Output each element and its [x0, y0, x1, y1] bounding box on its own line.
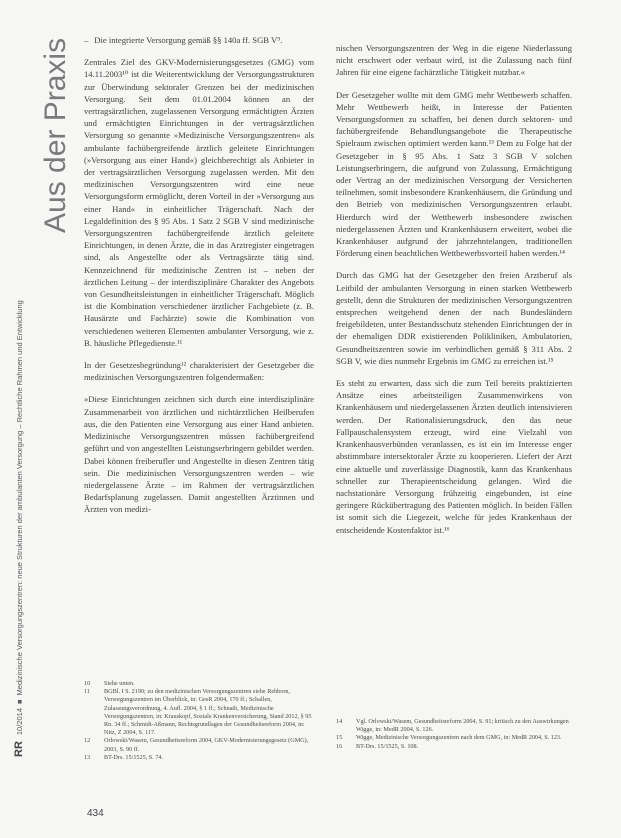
footnote-number: 15 — [336, 734, 343, 742]
paragraph: nischen Versorgungszentren der Weg in die eigene Niederlassung nicht erschwert oder verbaut wird, ist die Zulassung nach fünf Jahren für eine eigene fachärztliche Tätigkeit nutzbar.« — [336, 43, 572, 78]
sidebar — [6, 0, 72, 838]
footnotes-left — [84, 680, 314, 762]
footnote — [336, 734, 572, 742]
quote-paragraph: »Diese Einrichtungen zeichnen sich durch eine interdisziplinäre Zusammenarbeit von ärztlichen und nichtärztlichen Heilberufen aus, die den Patienten eine Versorgung aus einer Hand anbieten. Medizinische Versorgungszentren müssen fachübergreifend geführt und von angestellten Leistungserbringern gebildet werden. Dabei können freiberufler und Angestellte in diesen Zentren tätig sein. Die medizinischen Versorgungszentren werden – wie niedergelassene Ärzte – im Rahmen der vertragsärztlichen Bedarfsplanung zugelassen. Damit angestellten Ärztinnen und Ärzten von medizi- — [84, 394, 314, 515]
separator: ■ — [15, 699, 24, 704]
paragraph: In der Gesetzesbegründung¹² charakterisiert der Gesetzgeber die medizinischen Versorgungszentren folgendermaßen: — [84, 360, 314, 383]
footnotes-right — [336, 718, 572, 751]
paragraph: Es steht zu erwarten, dass sich die zum Teil bereits praktizierten Ansätze eines arbeitsteiligen Zusammenwirkens von Krankenhäusern und niedergelassenen Ärzten deutlich intensivieren werden. Der Rationalisierungsdruck, den das neue Fallpauschalensystem erzeugt, wird eine Vielzahl von Krankenhausverbünden veranlassen, es ist ein im Interesse enger abstimmbare intersektoraler Ärzte zu kooperieren. Liefert der Arzt eine aktuelle und zuverlässige Diagnostik, kann das Krankenhaus schneller zur Therapieentscheidung gelangen. Wird die nachstationäre Versorgung frühzeitig eingebunden, ist eine geringere Rückübertragung des Patienten möglich. In beiden Fällen ist somit sich die Liegezeit, welche für jedes Krankenhaus der entscheidende Kostenfaktor ist.¹⁶ — [336, 378, 572, 535]
footnote-number: 10 — [84, 680, 91, 687]
paragraph: Zentrales Ziel des GKV-Modernisierungsgesetzes (GMG) vom 14.11.2003¹⁰ ist die Weiterentwicklung der Versorgungsstrukturen zur Überwindung sektoraler Grenzen bei der medizinischen Versorgung. Seit dem 01.01.2004 können an der vertragsärztlichen, zugelassenen Versorgung ermächtigten Ärzten und ermächtigten Einrichtungen in der vertragsärztlichen Versorgung so genannte »Medizinische Versorgungszentren« als ambulante fachübergreifende ärztlich geleitete Einrichtungen (»Versorgung aus einer Hand«) gleichberechtigt als Anbieter in der vertragsärztlichen Versorgung zugelassen werden. Mit den medizinischen Versorgungszentren wird eine neue Versorgungsform ermöglicht, deren Vorteil in der »Versorgung aus einer Hand« in einheitlicher Trägerschaft. Nach der Legaldefinition des § 95 Abs. 1 Satz 2 SGB V sind medizinische Versorgungszentren fachübergreifende ärztlich geleitete Einrichtungen, in denen Ärzte, die in das Arztregister eingetragen sind, als Angestellte oder als Vertragsärzte tätig sind. Kennzeichnend für medizinische Zentren ist – neben der ärztlichen Leitung – der interdisziplinäre Charakter des Angebots von Gesundheitsleistungen in einheitlicher Trägerschaft. Möglich ist die Kombination verschiedener ärztlicher Fachgebiete (z. B. Hausärzte und Fachärzte) sowie die Kombination von verschiedenen weiteren Elementen ambulanter Versorgung, wie z. B. häusliche Pflegedienste.¹¹ — [84, 57, 314, 348]
paragraph: Der Gesetzgeber wollte mit dem GMG mehr Wettbewerb schaffen. Mehr Wettbewerb heißt, in Interesse der Patienten Versorgungsformen zu schaffen, bei denen durch sektoren- und fachübergreifende Behandlungsangebote die Therapeutische Spielraum zwischen optimiert werden kann.¹³ Dem zu Folge hat der Gesetzgeber in § 95 Abs. 1 Satz 3 SGB V solchen Leistungserbringern, die aufgrund von Zulassung, Ermächtigung oder Vertrag an der medizinischen Versorgung der Versicherten teilnehmen, somit insbesondere Krankenhäusern, die Gründung und den Betrieb von medizinischen Versorgungszentren erlaubt. Hierdurch wird der Wettbewerb insbesondere zwischen niedergelassenen Ärzten und Krankenhäusern erweitert, wobei die Krankenhäuser aufgrund der jahrzehntelangen, traditionellen Förderung einen beachtlichen Wettbewerbsvorteil haben werden.¹⁴ — [336, 89, 572, 259]
list-item — [84, 34, 314, 46]
footnote-text: Orlowski/Wasem, Gesundheitsreform 2004, GKV-Modernisierungsgesetz (GMG), 2003, S. 90 ff. — [104, 737, 309, 753]
footnote-text: BT-Drs. 15/1525, S. 108. — [356, 742, 419, 750]
footnote — [84, 737, 314, 753]
footnote-text: Siehe unten. — [104, 680, 135, 687]
footnote-text: Vgl. Orlowski/Wasem, Gesundheitsreform 2004, S. 91; kritisch zu den Auswirkungen Wigge, in: MedR 2004, S. 126. — [356, 718, 569, 734]
footnote-text: BGBl. I S. 2190; zu den medizinischen Versorgungszentren siehe Rehborn, Versorgungszentren im Überblick, in: GesR 2004, 170 ff.; Schallen, Zulassungsverordnung, 4. Aufl. 2004, § 1 ff.; Schnath, Medizinische Versorgungszentren, in: Krauskopf, Soziale Krankenversicherung, Stand 2012, § 95 Rn. 34 ff.; Schmidt-Aßmann, Rechtsgrundlagen der Gesundheitsreform 2004, in: Nitz, Z 2004, S. 117. — [104, 688, 312, 737]
footnote-text: BT-Drs. 15/1525, S. 74. — [104, 753, 164, 761]
left-column — [84, 34, 314, 526]
issue: 10/2014 — [15, 707, 24, 736]
footnote-number: 13 — [84, 753, 91, 761]
section-title: Aus der Praxis — [39, 37, 72, 233]
paragraph: Durch das GMG hat der Gesetzgeber den freien Arztberuf als Leitbild der ambulanten Versorgung in einen starken Wettbewerb gestellt, denn die Strukturen der medizinischen Versorgungszentren entsprechen weitgehend denen der nach Bundesländern freigebildeten, unter Bestandsschutz stehenden Einrichtungen der in der ehemaligen DDR existierenden Polikliniken, Ambulatorien, Gesundheitszentren sowie im verbindlichen gemäß § 311 Abs. 2 SGB V, wie dies nunmehr Ergebnis im GMG zu erreichen ist.¹⁵ — [336, 270, 572, 366]
footnote — [336, 718, 572, 734]
footnote-number: 14 — [336, 718, 343, 725]
running-head-text: Medizinische Versorgungszentren: neue Strukturen der ambulanten Versorgung – Rechtliche Rahmen und Entwicklung — [15, 300, 24, 696]
running-head — [12, 137, 26, 757]
footnote — [336, 743, 572, 751]
footnote — [84, 754, 314, 762]
right-column — [336, 42, 572, 546]
page-number: 434 — [87, 808, 104, 819]
list-item-text: Die integrierte Versorgung gemäß §§ 140a ff. SGB V⁹. — [94, 35, 283, 45]
footnote — [84, 680, 314, 688]
footnote-number: 11 — [84, 688, 90, 696]
footnote-text: Wigge, Medizinische Versorgungszentren nach dem GMG, in: MedR 2004, S. 123. — [356, 734, 562, 742]
dash-marker: – — [84, 35, 89, 45]
footnote-number: 16 — [336, 742, 343, 750]
footnote — [84, 688, 314, 737]
journal-short: RR — [13, 741, 25, 757]
footnote-number: 12 — [84, 737, 91, 745]
